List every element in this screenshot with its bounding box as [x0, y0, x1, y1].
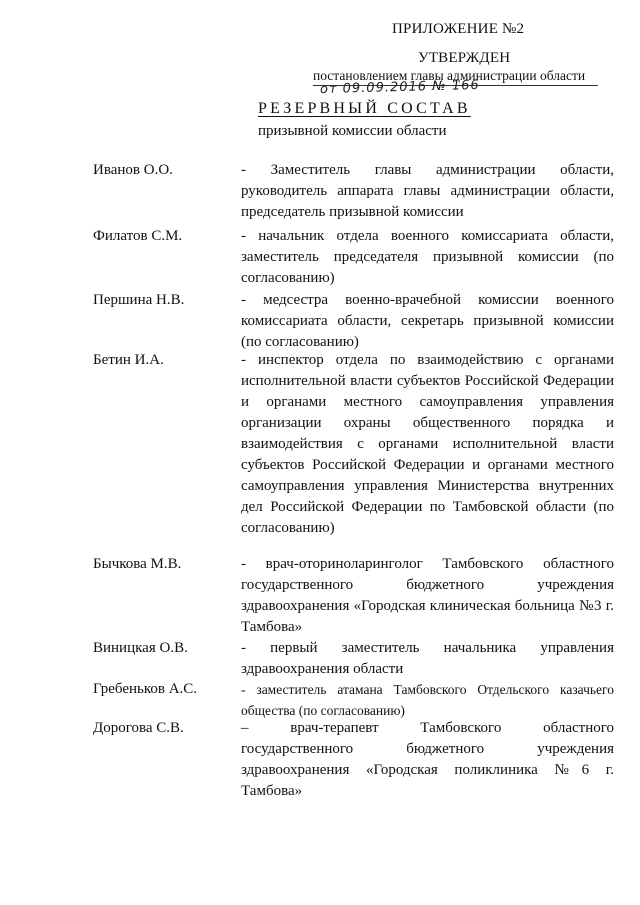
member-name: Филатов С.М. [93, 228, 183, 244]
handwritten-date: от 09.09.2016 № 166 [319, 77, 480, 98]
member-name: Гребеньков А.С. [93, 681, 198, 697]
member-role: - инспектор отдела по взаимодействию с органами исполнительной власти субъектов Российской Федерации и органами местного самоуправления управления организации охраны общественного порядка и взаимодействия с органами исполнительной власти субъектов Российской Федерации и органами местного самоуправления управления Министерства внутренних дел Российской Федерации по Тамбовской области (по согласованию) [241, 352, 614, 536]
document-title: РЕЗЕРВНЫЙ СОСТАВ [258, 100, 471, 117]
document-subtitle: призывной комиссии области [258, 123, 447, 139]
member-name: Бычкова М.В. [93, 556, 182, 572]
member-name: Иванов О.О. [93, 162, 173, 178]
member-role: - начальник отдела военного комиссариата области, заместитель председателя призывной комиссии (по согласованию) [241, 228, 614, 286]
member-role: - врач-оториноларинголог Тамбовского областного государственного бюджетного учреждения здравоохранения «Городская клиническая больница №3 г. Тамбова» [241, 556, 614, 635]
member-name: Бетин И.А. [93, 352, 164, 368]
member-role: - медсестра военно-врачебной комиссии военного комиссариата области, секретарь призывной комиссии (по согласованию) [241, 292, 614, 350]
approved-label: УТВЕРЖДЕН [418, 50, 511, 66]
approved-by-text: постановлением главы администрации области [313, 68, 586, 83]
appendix-title: ПРИЛОЖЕНИЕ №2 [392, 21, 525, 37]
member-name: Першина Н.В. [93, 292, 185, 308]
member-role: – врач-терапевт Тамбовского областного государственного бюджетного учреждения здравоохранения «Городская поликлиника №6 г. Тамбова» [241, 720, 614, 799]
member-role: - первый заместитель начальника управления здравоохранения области [241, 640, 614, 677]
member-name: Виницкая О.В. [93, 640, 188, 656]
member-name: Дорогова С.В. [93, 720, 184, 736]
member-role: - заместитель атамана Тамбовского Отдельского казачьего общества (по согласованию) [241, 682, 614, 718]
member-role: - Заместитель главы администрации области, руководитель аппарата главы администрации области, председатель призывной комиссии [241, 162, 614, 220]
